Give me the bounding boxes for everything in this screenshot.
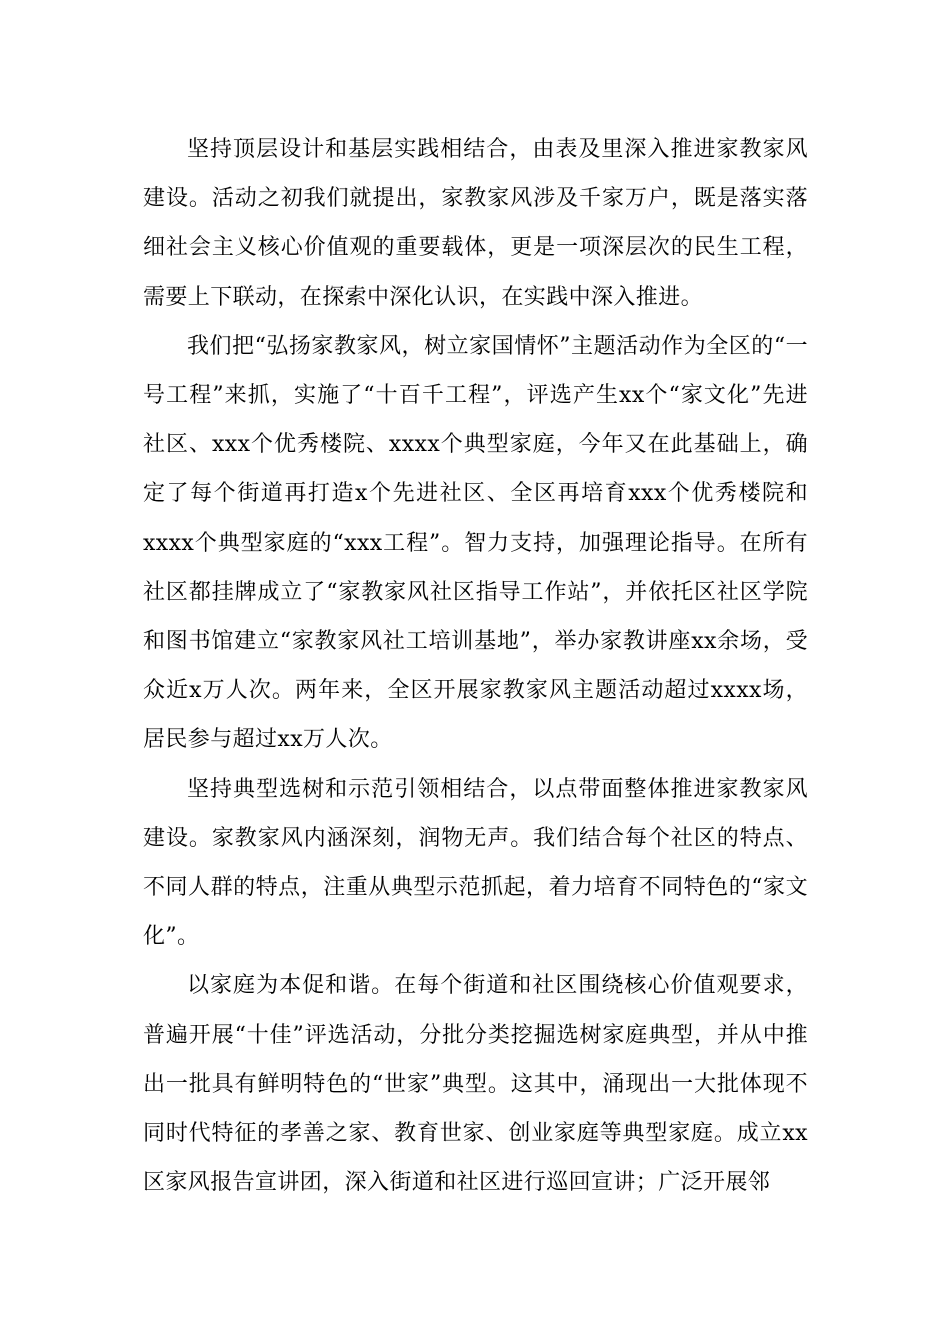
paragraph-1: 坚持顶层设计和基层实践相结合，由表及里深入推进家教家风建设。活动之初我们就提出，家教家风涉及千家万户，既是落实落细社会主义核心价值观的重要载体，更是一项深层次的民生工程，需要上下联动，在探索中深化认识，在实践中深入推进。	[143, 137, 808, 310]
paragraph-4: 以家庭为本促和谐。在每个街道和社区围绕核心价值观要求，普遍开展“十佳”评选活动，分批分类挖掘选树家庭典型，并从中推出一批具有鲜明特色的“世家”典型。这其中，涌现出一大批体现不同时代特征的孝善之家、教育世家、创业家庭等典型家庭。成立xx区家风报告宣讲团，深入街道和社区进行巡回宣讲；广泛开展邻	[143, 973, 808, 1196]
paragraph-2: 我们把“弘扬家教家风，树立家国情怀”主题活动作为全区的“一号工程”来抓，实施了“十百千工程”，评选产生xx个“家文化”先进社区、xxx个优秀楼院、xxxx个典型家庭，今年又在此基础上，确定了每个街道再打造x个先进社区、全区再培育xxx个优秀楼院和xxxx个典型家庭的“xxx工程”。智力支持，加强理论指导。在所有社区都挂牌成立了“家教家风社区指导工作站”，并依托区社区学院和图书馆建立“家教家风社工培训基地”，举办家教讲座xx余场，受众近x万人次。两年来，全区开展家教家风主题活动超过xxxx场，居民参与超过xx万人次。	[143, 333, 808, 753]
paragraph-3: 坚持典型选树和示范引领相结合，以点带面整体推进家教家风建设。家教家风内涵深刻，润物无声。我们结合每个社区的特点、不同人群的特点，注重从典型示范抓起，着力培育不同特色的“家文化”。	[143, 776, 808, 950]
document-body	[143, 125, 808, 1207]
